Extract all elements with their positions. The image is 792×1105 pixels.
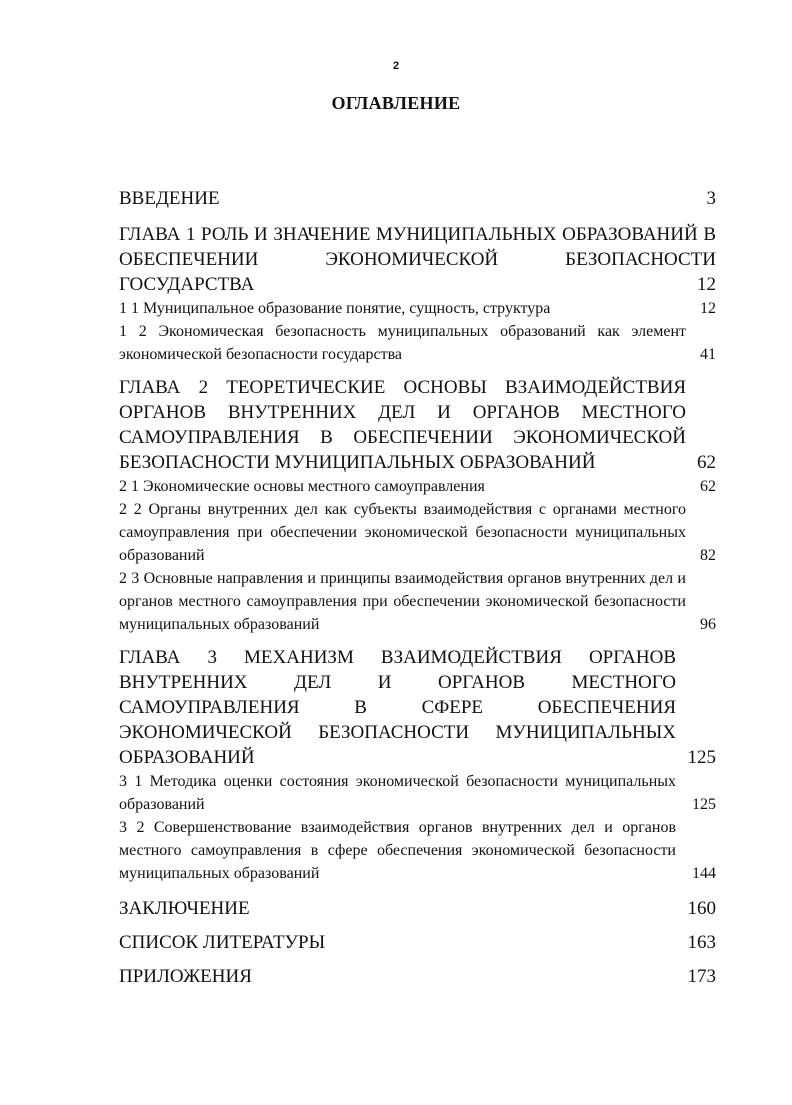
toc-entry-appendices[interactable] [119,964,716,989]
toc-entry-section-2-3[interactable] [119,567,716,636]
toc-entry-page: 62 [697,452,716,473]
toc-entry-label: ВВЕДЕНИЕ [119,188,220,209]
toc-entry-page: 125 [692,796,716,813]
toc-entry-page: 125 [687,747,716,768]
toc-entry-label: 1 2 Экономическая безопасность муниципальных образований как элемент экономической безопасности государства [119,323,686,363]
toc-entry-label: СПИСОК ЛИТЕРАТУРЫ [119,932,326,953]
toc-entry-page: 12 [697,274,716,295]
toc-entry-label: 3 1 Методика оценки состояния экономической безопасности муниципальных образований [119,773,676,813]
toc-entry-page: 62 [700,478,716,495]
toc-entry-section-3-1[interactable] [119,770,716,816]
page-number: 2 [392,60,400,72]
toc-entry-page: 41 [700,346,716,363]
toc-entry-page: 12 [700,300,716,317]
toc-entry-label: ГЛАВА 2 ТЕОРЕТИЧЕСКИЕ ОСНОВЫ ВЗАИМОДЕЙСТВИЯ ОРГАНОВ ВНУТРЕННИХ ДЕЛ И ОРГАНОВ МЕСТНОГО САМОУПРАВЛЕНИЯ В ОБЕСПЕЧЕНИИ ЭКОНОМИЧЕСКОЙ БЕЗОПАСНОСТИ МУНИЦИПАЛЬНЫХ ОБРАЗОВАНИЙ [119,377,686,473]
toc-entry-page: 96 [700,616,716,633]
table-of-contents [119,186,716,989]
toc-entry-section-2-2[interactable] [119,498,716,567]
toc-entry-label: 1 1 Муниципальное образование понятие, сущность, структура [119,300,551,317]
toc-entry-label: ПРИЛОЖЕНИЯ [119,966,252,987]
toc-entry-references[interactable] [119,930,716,955]
toc-entry-section-3-2[interactable] [119,816,716,885]
toc-entry-chapter-1[interactable] [119,222,716,297]
toc-entry-label: ГЛАВА 1 РОЛЬ И ЗНАЧЕНИЕ МУНИЦИПАЛЬНЫХ ОБРАЗОВАНИЙ В ОБЕСПЕЧЕНИИ ЭКОНОМИЧЕСКОЙ БЕЗОПАСНОСТИ ГОСУДАРСТВА [119,224,716,295]
toc-entry-label: ГЛАВА 3 МЕХАНИЗМ ВЗАИМОДЕЙСТВИЯ ОРГАНОВ ВНУТРЕННИХ ДЕЛ И ОРГАНОВ МЕСТНОГО САМОУПРАВЛЕНИЯ В СФЕРЕ ОБЕСПЕЧЕНИЯ ЭКОНОМИЧЕСКОЙ БЕЗОПАСНОСТИ МУНИЦИПАЛЬНЫХ ОБРАЗОВАНИЙ [119,647,676,768]
toc-entry-page: 144 [692,865,716,882]
toc-entry-section-2-1[interactable] [119,475,716,498]
toc-entry-intro[interactable] [119,186,716,211]
toc-entry-page: 163 [687,932,716,953]
toc-entry-chapter-3[interactable] [119,645,716,770]
toc-entry-label: 2 1 Экономические основы местного самоуправления [119,478,485,495]
toc-entry-label: ЗАКЛЮЧЕНИЕ [119,898,250,919]
toc-entry-page: 173 [687,966,716,987]
toc-entry-section-1-2[interactable] [119,320,716,366]
toc-entry-label: 3 2 Совершенствование взаимодействия органов внутренних дел и органов местного самоуправления в сфере обеспечения экономической безопасности муниципальных образований [119,819,676,882]
toc-entry-page: 160 [687,898,716,919]
toc-entry-section-1-1[interactable] [119,297,716,320]
toc-entry-label: 2 3 Основные направления и принципы взаимодействия органов внутренних дел и органов местного самоуправления при обеспечении экономической безопасности муниципальных образований [119,570,686,633]
toc-entry-page: 82 [700,547,716,564]
toc-title: ОГЛАВЛЕНИЕ [331,93,461,113]
toc-entry-label: 2 2 Органы внутренних дел как субъекты взаимодействия с органами местного самоуправления при обеспечении экономической безопасности муниципальных образований [119,501,686,564]
toc-entry-conclusion[interactable] [119,896,716,921]
toc-entry-chapter-2[interactable] [119,375,716,475]
toc-entry-page: 3 [706,188,716,209]
